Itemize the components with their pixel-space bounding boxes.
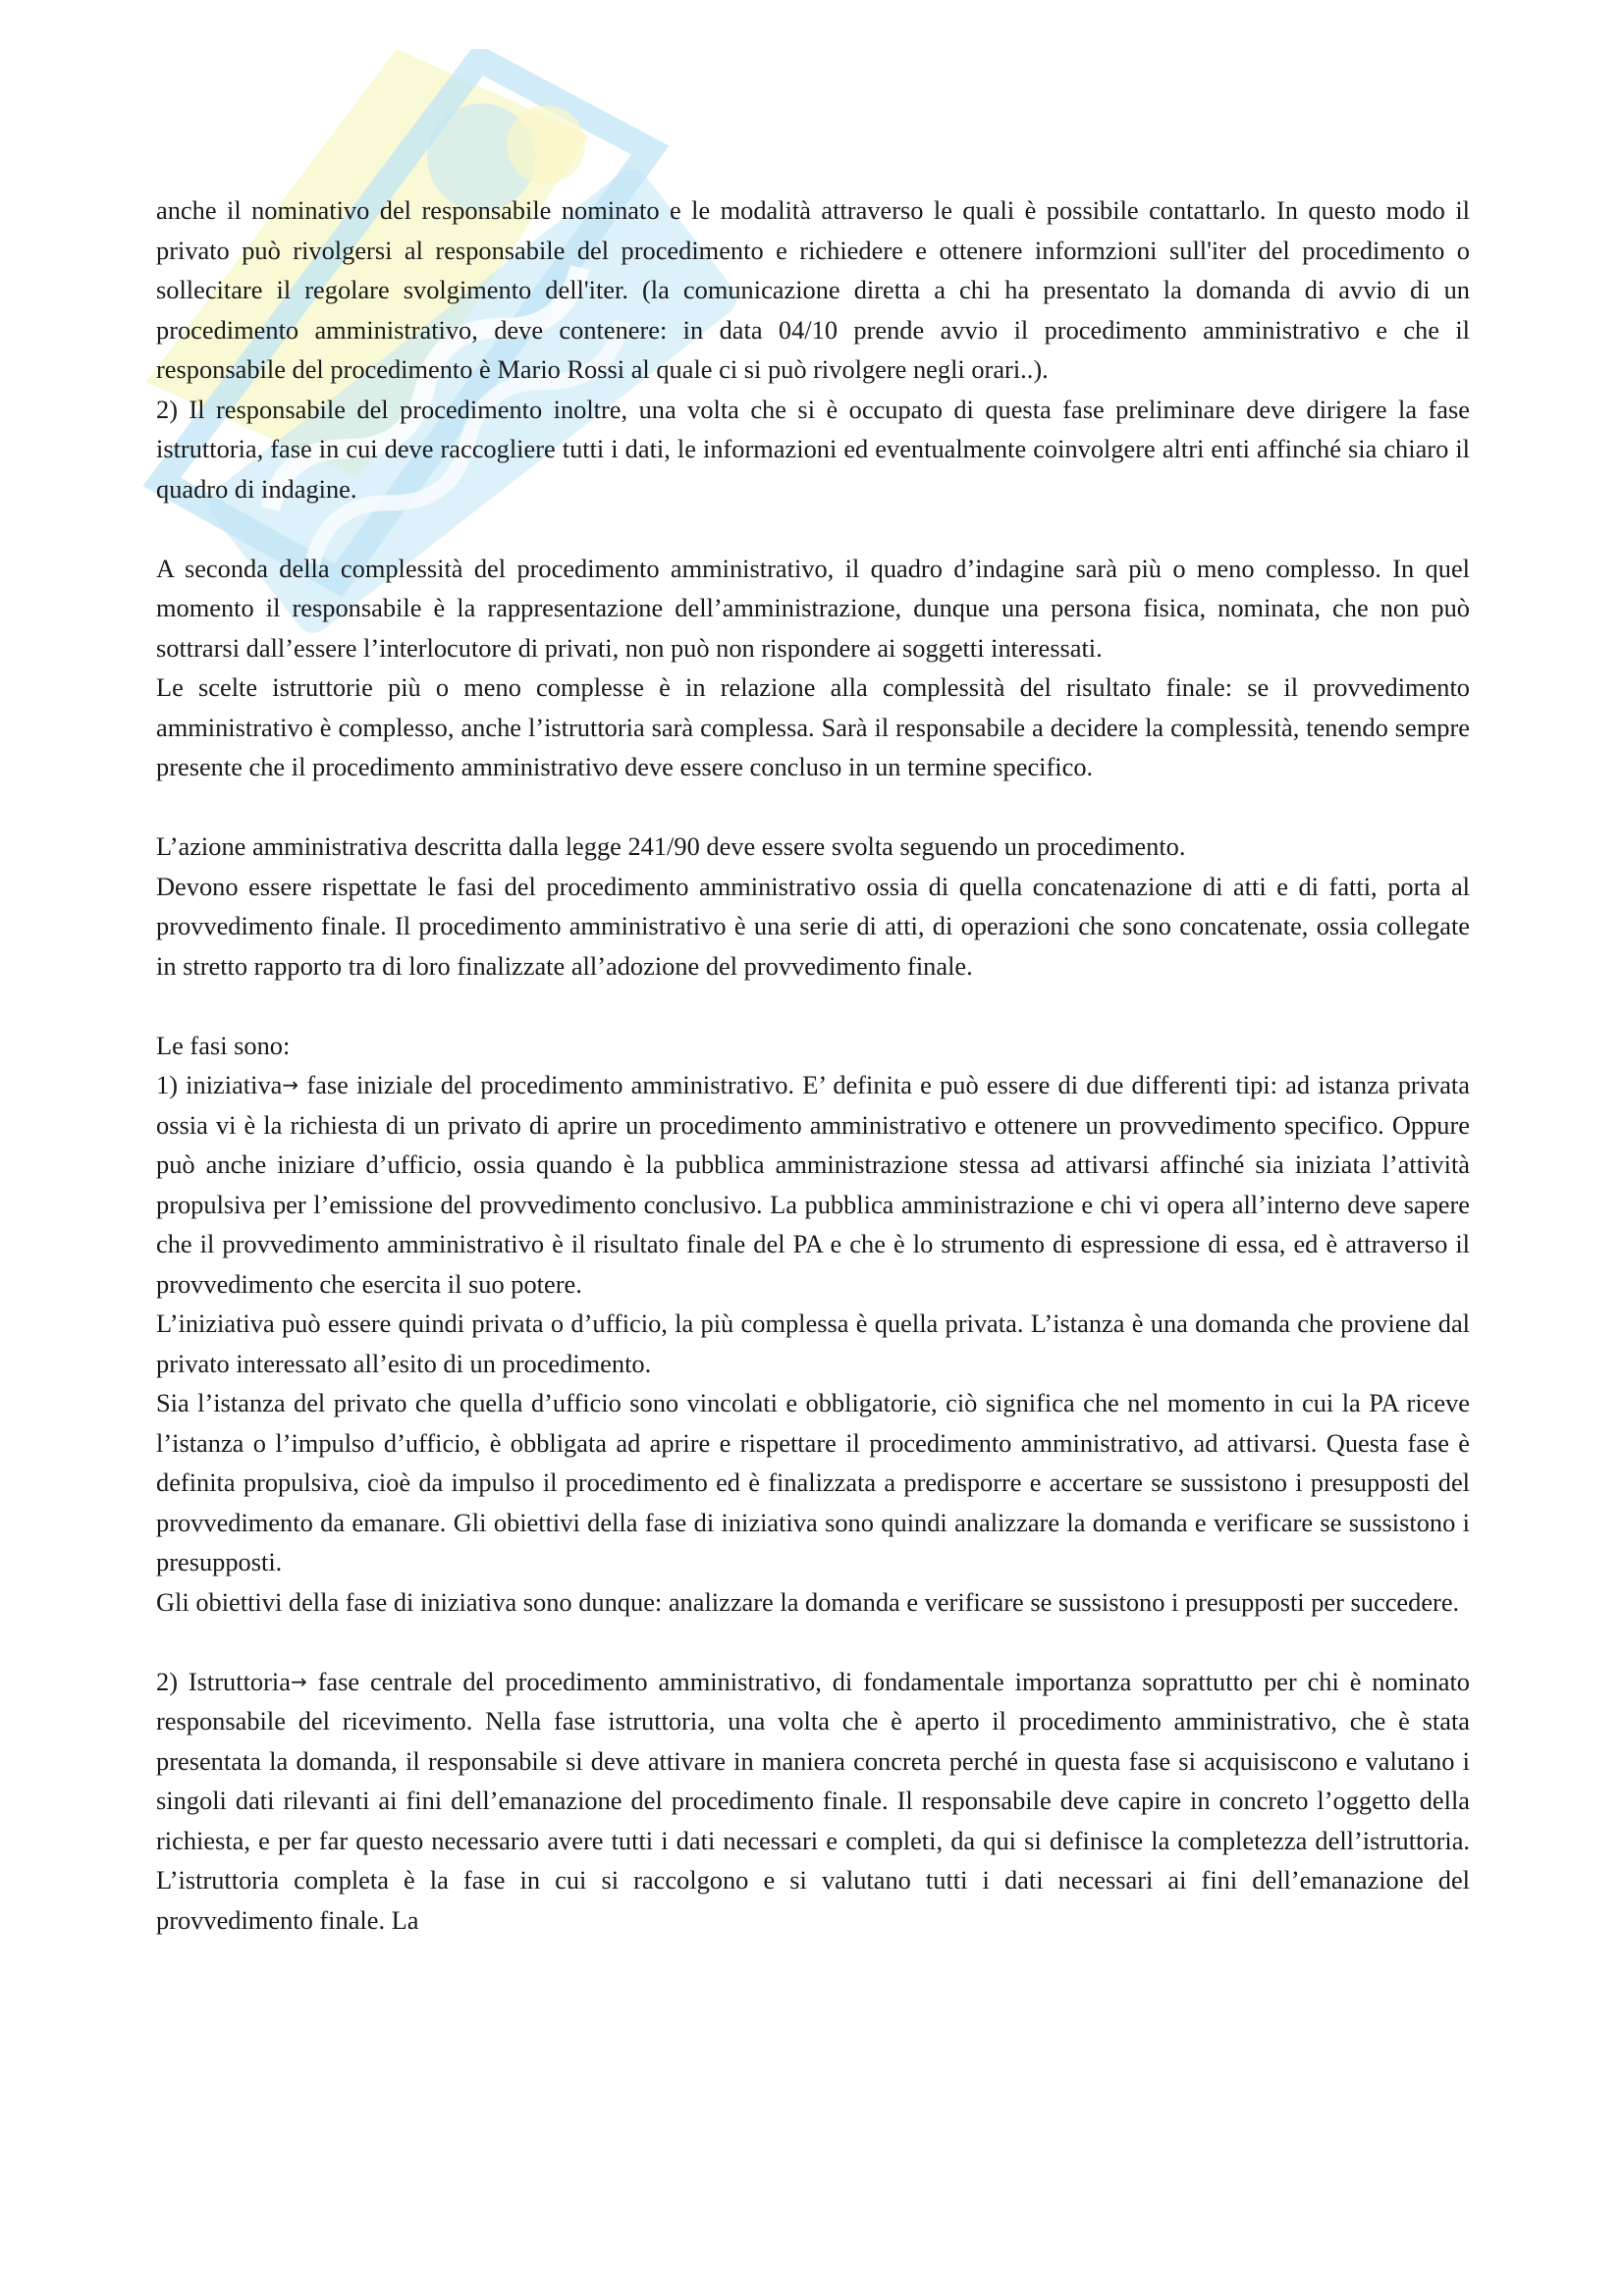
paragraph: Le scelte istruttorie più o meno complesse è in relazione alla complessità del risultato finale: se il provvedimento amministrativo è complesso, anche l’istruttoria sarà complessa. Sarà il responsabile a decidere la complessità, tenendo sempre presente che il procedimento amministrativo deve essere concluso in un termine specifico. xyxy=(156,672,1470,781)
right-arrow-icon: → xyxy=(290,1669,307,1693)
paragraph: L’iniziativa può essere quindi privata o d’ufficio, la più complessa è quella privata. L’istanza è una domanda che proviene dal privato interessato all’esito di un procedimento. xyxy=(156,1308,1470,1378)
document-body xyxy=(156,190,1470,1940)
phase-text: fase iniziale del procedimento amministrativo. E’ definita e può essere di due differenti tipi: ad istanza privata ossia vi è la richiesta di un privato di aprire un procedimento amministrativo e ottenere un provvedimento specifico. Oppure può anche iniziare d’ufficio, ossia quando è la pubblica amministrazione stessa ad attivarsi affinché sia iniziata l’attività propulsiva per l’emissione del provvedimento conclusivo. La pubblica amministrazione e chi vi opera all’interno deve sapere che il provvedimento amministrativo è il risultato finale del PA e che è lo strumento di espressione di essa, ed è attraverso il provvedimento che esercita il suo potere. xyxy=(156,1070,1470,1299)
paragraph: A seconda della complessità del procedimento amministrativo, il quadro d’indagine sarà più o meno complesso. In quel momento il responsabile è la rappresentazione dell’amministrazione, dunque una persona fisica, nominata, che non può sottrarsi dall’essere l’interlocutore di privati, non può non rispondere ai soggetti interessati. xyxy=(156,553,1470,663)
paragraph: Gli obiettivi della fase di iniziativa sono dunque: analizzare la domanda e verificare se sussistono i presupposti per succedere. xyxy=(156,1586,1460,1617)
right-arrow-icon: → xyxy=(282,1073,299,1096)
paragraph: Le fasi sono: xyxy=(156,1030,291,1060)
phase-lead: 1) iniziativa xyxy=(156,1070,283,1099)
paragraph-spacer xyxy=(156,787,1470,828)
phase-text: fase centrale del procedimento amministrativo, di fondamentale importanza soprattutto per chi è nominato responsabile del ricevimento. Nella fase istruttoria, una volta che è aperto il procedimento amministrativo, che è stata presentata la domanda, il responsabile si deve attivare in maniera concreta perché in questa fase si acquisiscono e valutano i singoli dati rilevanti ai fini dell’emanazione del procedimento finale. Il responsabile deve capire in concreto l’oggetto della richiesta, e per far questo necessario avere tutti i dati necessari e completi, da qui si definisce la completezza dell’istruttoria. L’istruttoria completa è la fase in cui si raccolgono e si valutano tutti i dati necessari ai fini dell’emanazione del provvedimento finale. La xyxy=(156,1666,1470,1935)
paragraph-istruttoria xyxy=(156,1662,1470,1941)
paragraph-iniziativa xyxy=(156,1065,1470,1304)
paragraph-spacer xyxy=(156,508,1470,549)
paragraph-spacer xyxy=(156,986,1470,1026)
phase-lead: 2) Istruttoria xyxy=(156,1666,291,1696)
paragraph: Sia l’istanza del privato che quella d’ufficio sono vincolati e obbligatorie, ciò significa che nel momento in cui la PA riceve l’istanza o l’impulso d’ufficio, è obbligata ad aprire e rispettare il procedimento amministrativo, ad attivarsi. Questa fase è definita propulsiva, cioè da impulso il procedimento ed è finalizzata a predisporre e accertare se sussistono i presupposti del provvedimento da emanare. Gli obiettivi della fase di iniziativa sono quindi analizzare la domanda e verificare se sussistono i presupposti. xyxy=(156,1388,1470,1576)
paragraph-spacer xyxy=(156,1622,1470,1662)
paragraph: anche il nominativo del responsabile nominato e le modalità attraverso le quali è possibile contattarlo. In questo modo il privato può rivolgersi al responsabile del procedimento e richiedere e ottenere informzioni sull'iter del procedimento o sollecitare il regolare svolgimento dell'iter. (la comunicazione diretta a chi ha presentato la domanda di avvio di un procedimento amministrativo, deve contenere: in data 04/10 prende avvio il procedimento amministrativo e che il responsabile del procedimento è Mario Rossi al quale ci si può rivolgere negli orari..). xyxy=(156,195,1470,384)
paragraph: 2) Il responsabile del procedimento inoltre, una volta che si è occupato di questa fase preliminare deve dirigere la fase istruttoria, fase in cui deve raccogliere tutti i dati, le informazioni ed eventualmente coinvolgere altri enti affinché sia chiaro il quadro di indagine. xyxy=(156,394,1470,504)
paragraph: Devono essere rispettate le fasi del procedimento amministrativo ossia di quella concatenazione di atti e di fatti, porta al provvedimento finale. Il procedimento amministrativo è una serie di atti, di operazioni che sono concatenate, ossia collegate in stretto rapporto tra di loro finalizzate all’adozione del provvedimento finale. xyxy=(156,871,1470,981)
paragraph: L’azione amministrativa descritta dalla legge 241/90 deve essere svolta seguendo un procedimento. xyxy=(156,831,1186,861)
